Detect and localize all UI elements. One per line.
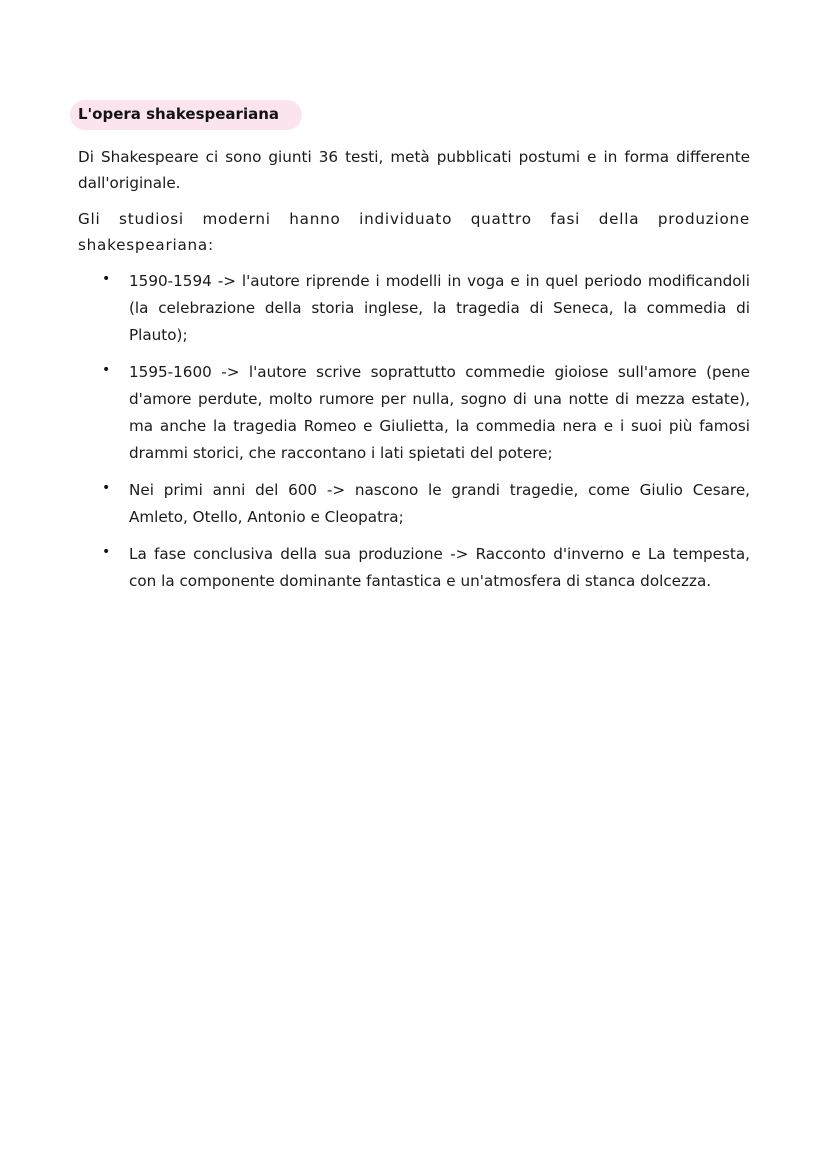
phases-intro-paragraph: Gli studiosi moderni hanno individuato quattro fasi della produzione shakespeariana: <box>78 210 750 254</box>
bullet-icon: • <box>102 544 111 560</box>
list-item <box>78 359 750 467</box>
list-item <box>78 268 750 349</box>
list-item <box>78 541 750 595</box>
bullet-icon: • <box>102 271 111 287</box>
intro-paragraph: Di Shakespeare ci sono giunti 36 testi, metà pubblicati postumi e in forma differente dall'originale. <box>78 148 750 192</box>
list-item-text: La fase conclusiva della sua produzione -> Racconto d'inverno e La tempesta, con la componente dominante fantastica e un'atmosfera di stanca dolcezza. <box>129 545 750 590</box>
section-heading: L'opera shakespeariana <box>78 105 280 123</box>
list-item <box>78 477 750 531</box>
bullet-icon: • <box>102 480 111 496</box>
section-heading-block <box>78 98 279 130</box>
bullet-icon: • <box>102 362 111 378</box>
phases-list <box>78 268 750 595</box>
document-body <box>78 98 750 605</box>
list-item-text: 1595-1600 -> l'autore scrive soprattutto commedie gioiose sull'amore (pene d'amore perdute, molto rumore per nulla, sogno di una notte di mezza estate), ma anche la tragedia Romeo e Giulietta, la commedia nera e i suoi più famosi drammi storici, che raccontano i lati spietati del potere; <box>129 363 750 462</box>
list-item-text: Nei primi anni del 600 -> nascono le grandi tragedie, come Giulio Cesare, Amleto, Otello, Antonio e Cleopatra; <box>129 481 750 526</box>
list-item-text: 1590-1594 -> l'autore riprende i modelli in voga e in quel periodo modificandoli (la celebrazione della storia inglese, la tragedia di Seneca, la commedia di Plauto); <box>129 272 750 344</box>
